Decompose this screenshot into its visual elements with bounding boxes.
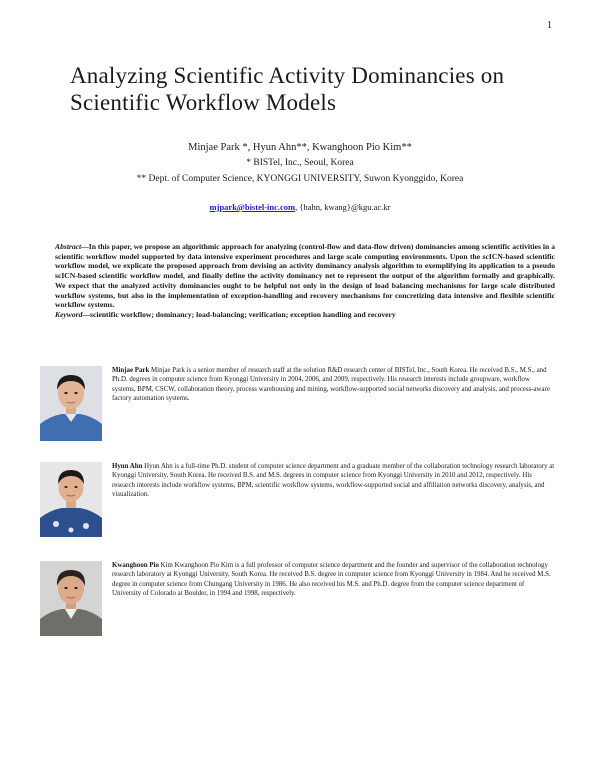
author-bio-1 <box>40 366 555 446</box>
author-bio-3 <box>40 561 555 641</box>
abstract-block <box>55 242 555 320</box>
bio-name-3: Kwanghoon Pio <box>112 562 159 569</box>
author-photo-minjae-park <box>40 366 102 441</box>
title-line-1: Analyzing Scientific Activity Dominancies on <box>70 63 505 88</box>
author-photo-hyun-ahn <box>40 462 102 537</box>
bio-text-3 <box>112 561 555 598</box>
keyword-label: Keyword <box>55 309 83 319</box>
page-number: 1 <box>547 20 552 31</box>
bio-name-1: Minjae Park <box>112 367 150 374</box>
bio-body-2: Hyun Ahn is a full-time Ph.D. student of computer science department and a graduate member of the collaboration technology research laboratory at Kyonggi University, South Korea. He received B.S. and M.S. degrees in computer science from Kyonggi University in 2010 and 2012, respectively. His research interests include workflow systems, BPM, scientific workflow systems, workflow-supported social and affiliation networks discovery, analysis, and visualization. <box>112 463 555 498</box>
affiliation-1: * BISTel, Inc., Seoul, Korea <box>246 158 354 168</box>
bio-body-3: Kim Kwanghoon Pio Kim is a full professor of computer science department and the founder and supervisor of the collaboration technology research laboratory at Kyonggi University, South Korea. He received B.S. degree in computer science from Kyonggi University in 1984. And he received M.S. degree in computer science from Chungang University in 1986. He also received his M.S. and Ph.D. degree from the computer science department of University of Colorado at Boulder, in 1994 and 1998, respectively. <box>112 562 551 597</box>
email-link[interactable]: mjpark@bistel-inc.com <box>209 202 296 212</box>
author-emails <box>0 202 600 212</box>
keyword-text: —scientific workflow; dominancy; load-balancing; verification; exception handling and recovery <box>82 309 396 319</box>
abstract-text: —In this paper, we propose an algorithmic approach for analyzing (control-flow and data-flow driven) dominancies among scientific activities in a scientific workflow model supported by data intensive experiment procedures and large scale computing environments. Upon the scICN-based scientific workflow model, we explicate the proposed approach from devising an activity dominancy analysis algorithm to exemplifying its application to a pseudo scICN-based scientific workflow model, and finally define the activity dominancy net to represent the output of the algorithm formally and graphically. We expect that the analyzed activity dominancies ought to be helpful not only in the design of load balancing mechanisms for large scale distributed workflow systems, but also in the implementation of exception-handling and recovery mechanisms for concretizing data intensive and flexible scientific workflow systems. <box>55 242 555 310</box>
bio-text-1 <box>112 366 555 403</box>
title-line-2: Scientific Workflow Models <box>70 90 337 115</box>
paper-title <box>70 62 550 116</box>
abstract-label: Abstract <box>55 242 82 251</box>
bio-body-1: Minjae Park is a senior member of research staff at the solution R&D research center of BISTel, Inc., South Korea. He received B.S., M.S., and Ph.D. degrees in computer science from Kyonggi University in 2004, 2006, and 2009, respectively. His research interests include groupware, workflow systems, BPM, CSCW, collaboration theory, process warehousing and mining, workflow-supported social networks discovery and analysis, and process-aware factory automation systems. <box>112 367 550 402</box>
affiliation-2: ** Dept. of Computer Science, KYONGGI UNIVERSITY, Suwon Kyonggido, Korea <box>136 174 464 184</box>
author-photo-kwanghoon-pio-kim <box>40 561 102 636</box>
bio-name-2: Hyun Ahn <box>112 463 143 470</box>
author-bio-2 <box>40 462 555 542</box>
keyword-paragraph <box>55 310 555 320</box>
email-others: , {hahn, kwang}@kgu.ac.kr <box>295 202 391 212</box>
author-list: Minjae Park *, Hyun Ahn**, Kwanghoon Pio Kim** <box>188 142 412 153</box>
bio-text-2 <box>112 462 555 499</box>
abstract-paragraph <box>55 242 555 310</box>
